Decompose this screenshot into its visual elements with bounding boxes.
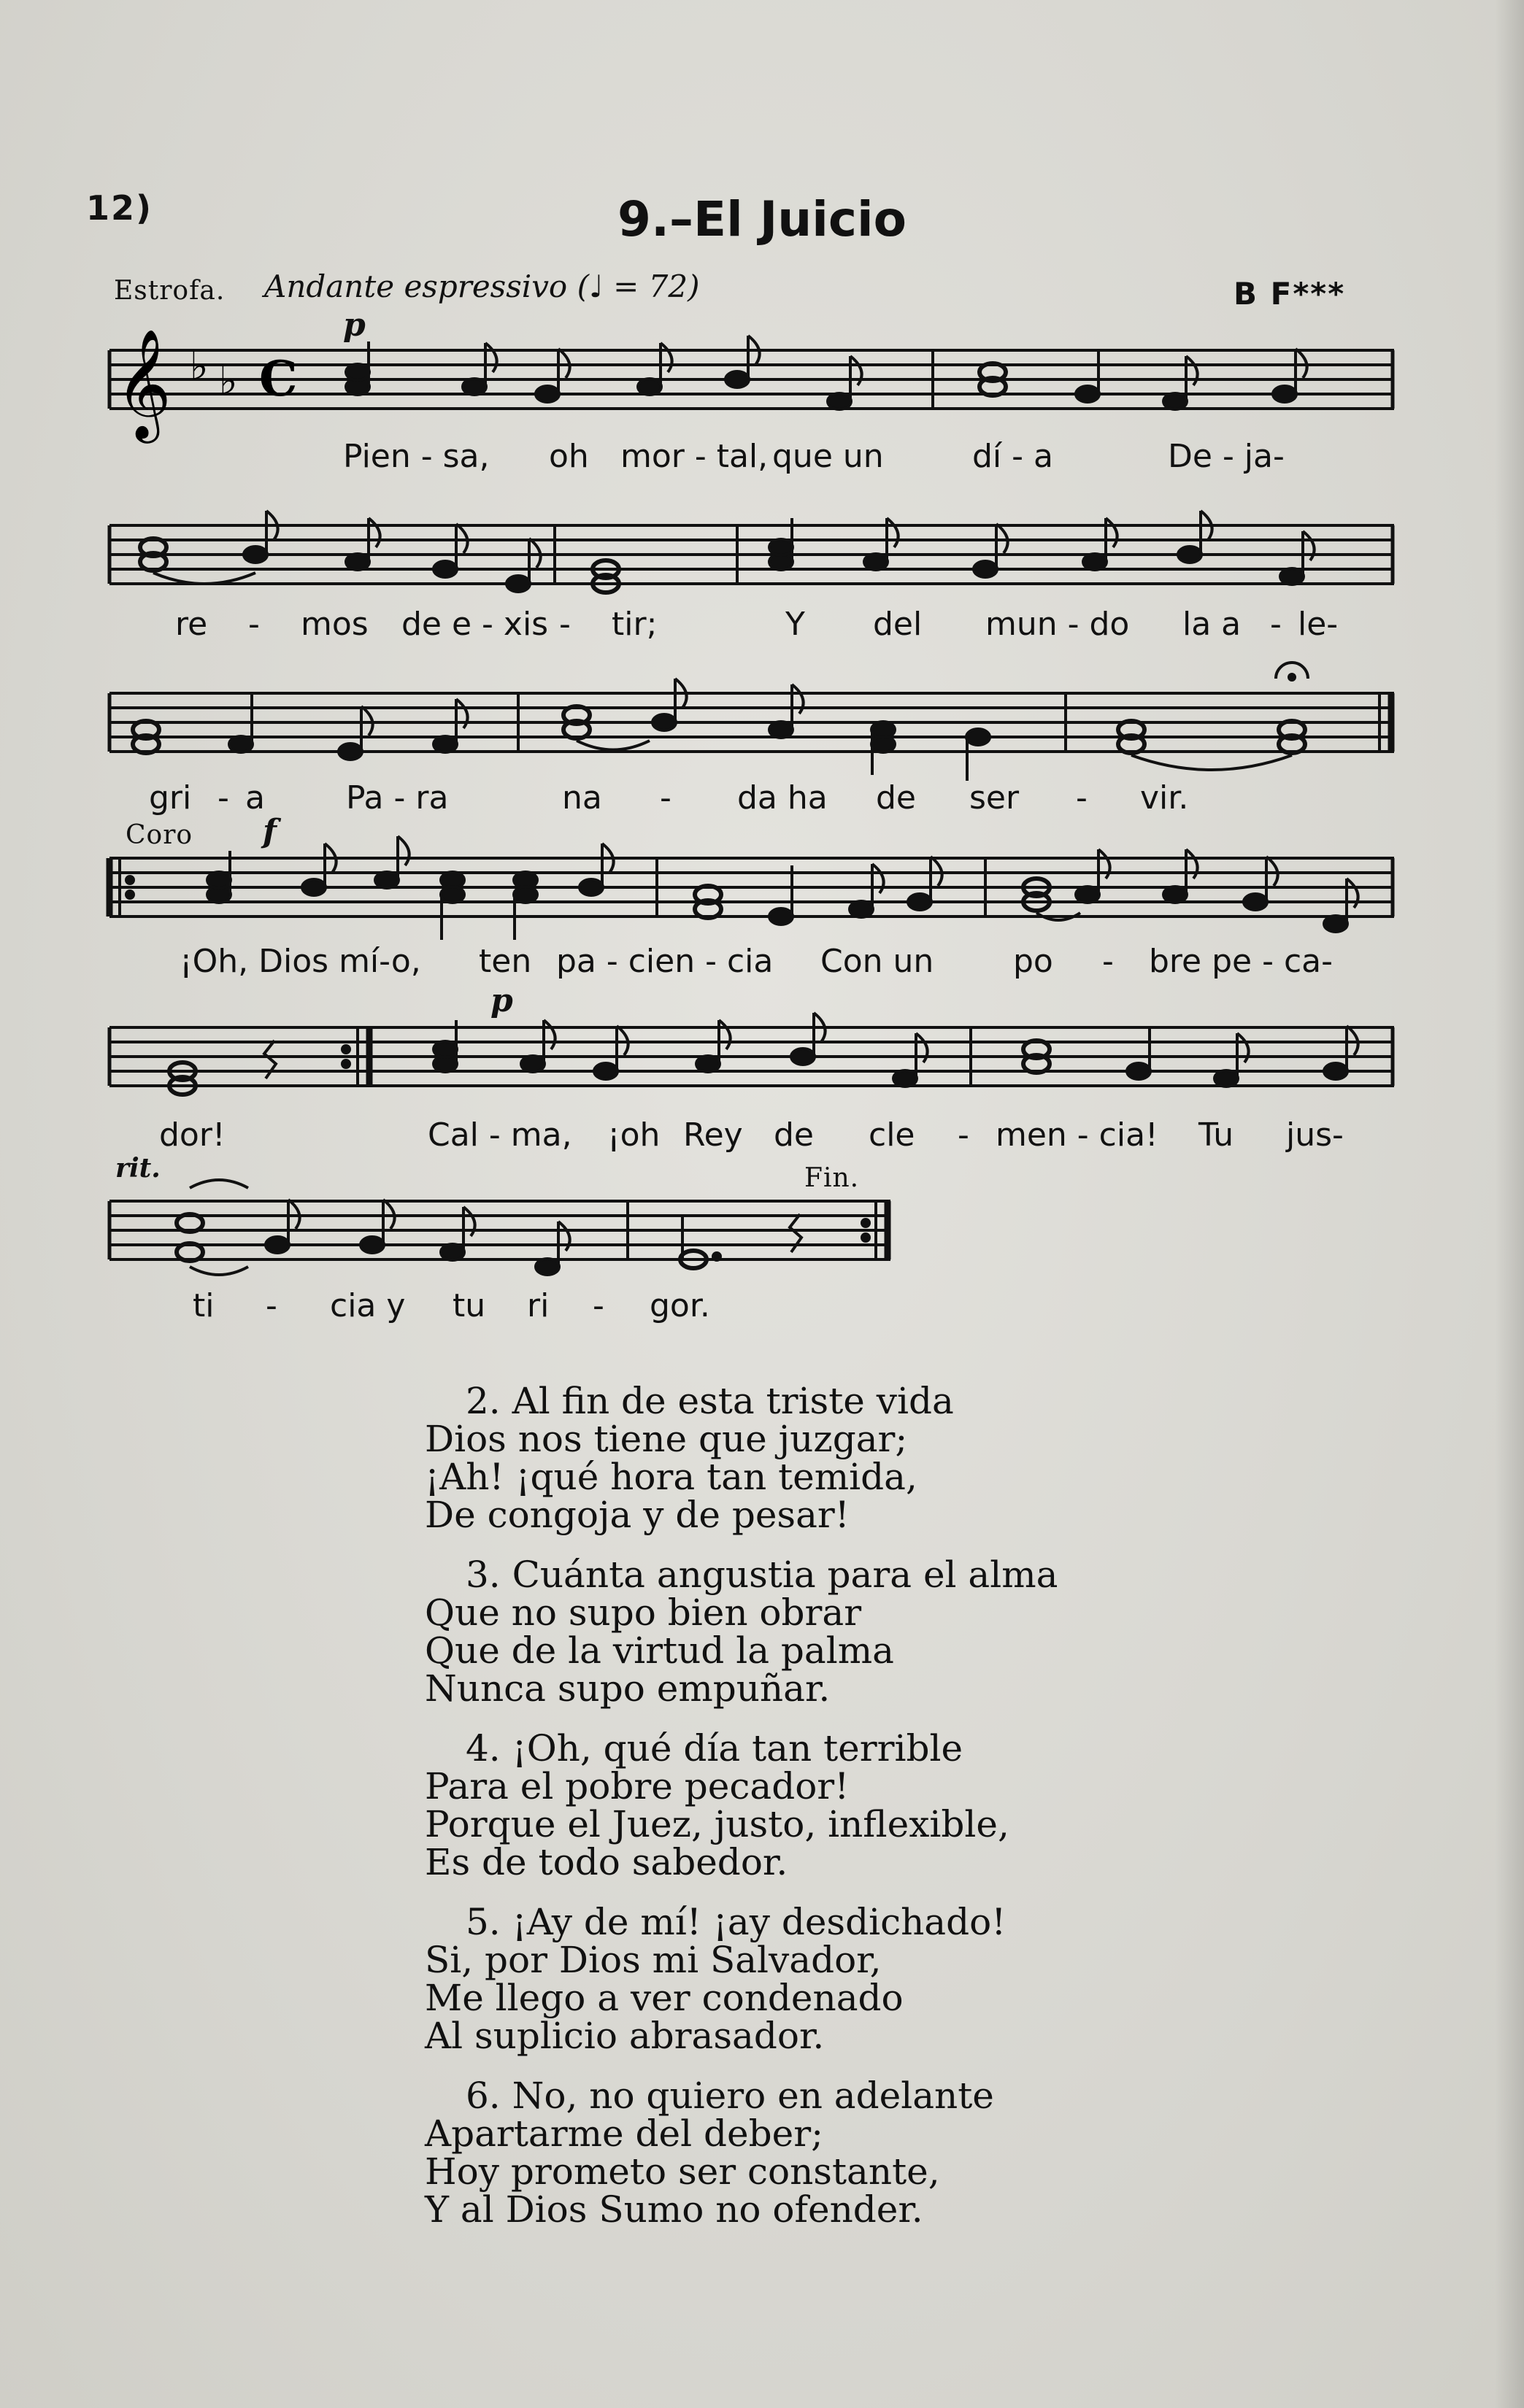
lyric-syllable: gri	[149, 779, 192, 817]
lyric-syllable: la a	[1182, 606, 1242, 643]
lyric-syllable: Con un	[820, 943, 934, 980]
stanza-4	[425, 1729, 1461, 1881]
lyrics-system-6	[0, 1287, 1524, 1331]
tempo-marking: Andante espressivo (♩ = 72)	[264, 269, 700, 304]
lyrics-system-5	[0, 1116, 1524, 1160]
staff-system-6	[109, 1194, 890, 1281]
stanza-line: 3. Cuánta angustia para el alma	[466, 1554, 1058, 1596]
stanza-3	[425, 1554, 1461, 1710]
lyric-syllable: ¡Oh, Dios mí-o,	[180, 943, 421, 980]
stanza-line: 4. ¡Oh, qué día tan terrible	[466, 1727, 963, 1770]
lyric-syllable: de e - xis	[401, 606, 549, 643]
lyric-syllable: men - cia!	[996, 1116, 1158, 1154]
dynamic-forte: f	[263, 813, 277, 850]
lyrics-system-4	[0, 943, 1524, 987]
lyric-syllable: a	[245, 779, 265, 817]
lyric-syllable: bre pe - ca-	[1149, 943, 1333, 980]
common-time-icon: C	[259, 350, 298, 407]
stanza-line: Me llego a ver condenado	[425, 1977, 904, 2019]
lyric-syllable: Pien - sa,	[343, 438, 490, 475]
stanza-line: Para el pobre pecador!	[425, 1765, 850, 1807]
lyric-syllable: Tu	[1198, 1116, 1234, 1154]
treble-clef-icon: 𝄞	[115, 328, 172, 439]
dynamic-piano-2: p	[490, 982, 513, 1019]
estrofa-label: Estrofa.	[114, 276, 226, 306]
lyric-syllable: De - ja-	[1168, 438, 1285, 475]
staff-system-4	[109, 851, 1394, 938]
stanza-line: Que de la virtud la palma	[425, 1629, 894, 1672]
lyric-syllable: ¡oh	[607, 1116, 661, 1154]
lyric-syllable: oh	[549, 438, 589, 475]
staff-system-3	[109, 686, 1394, 773]
lyric-syllable: -	[248, 606, 260, 643]
stanza-line: Que no supo bien obrar	[425, 1591, 862, 1634]
staff-system-1	[109, 328, 1394, 439]
lyric-syllable: ser	[969, 779, 1020, 817]
stanza-line: De congoja y de pesar!	[425, 1494, 850, 1536]
lyric-syllable: cia y	[330, 1287, 406, 1324]
lyric-syllable: -	[1270, 606, 1282, 643]
stanza-list	[425, 1382, 1461, 2250]
lyric-syllable: que un	[772, 438, 884, 475]
lyric-syllable: da ha	[737, 779, 828, 817]
dynamic-piano-1: p	[343, 306, 366, 344]
stanza-line: Apartarme del deber;	[425, 2112, 823, 2155]
stanza-line: Porque el Juez, justo, inflexible,	[425, 1803, 1009, 1845]
quarter-rest-icon	[264, 1041, 276, 1078]
stanza-2	[425, 1382, 1461, 1534]
flat-icon: ♭	[190, 343, 209, 389]
lyric-syllable: de	[876, 779, 916, 817]
lyric-syllable: -	[559, 606, 571, 643]
page-number: 12)	[86, 188, 153, 228]
stanza-line: Es de todo sabedor.	[425, 1841, 788, 1883]
lyric-syllable: de	[774, 1116, 814, 1154]
lyric-syllable: pa - cien - cia	[556, 943, 774, 980]
stanza-6	[425, 2075, 1461, 2231]
lyric-syllable: Y	[785, 606, 805, 643]
quarter-rest-icon	[790, 1214, 801, 1252]
lyric-syllable: -	[593, 1287, 604, 1324]
lyric-syllable: -	[660, 779, 671, 817]
stanza-line: 2. Al fin de esta triste vida	[466, 1380, 954, 1422]
stanza-5	[425, 1903, 1461, 2055]
lyric-syllable: mos	[301, 606, 369, 643]
lyric-syllable: -	[266, 1287, 277, 1324]
stanza-line: Nunca supo empuñar.	[425, 1667, 831, 1710]
lyric-syllable: jus-	[1286, 1116, 1344, 1154]
lyric-syllable: ti	[193, 1287, 215, 1324]
staff-system-5	[109, 1020, 1394, 1108]
stanza-line: 5. ¡Ay de mí! ¡ay desdichado!	[466, 1901, 1007, 1943]
lyric-syllable: re	[175, 606, 208, 643]
lyric-syllable: -	[218, 779, 229, 817]
stanza-line: Dios nos tiene que juzgar;	[425, 1418, 908, 1460]
ritardando-marking: rit.	[115, 1153, 161, 1184]
lyric-syllable: mor - tal,	[620, 438, 769, 475]
lyrics-system-3	[0, 779, 1524, 823]
lyric-syllable: tu	[453, 1287, 486, 1324]
lyric-syllable: gor.	[650, 1287, 710, 1324]
lyric-syllable: Rey	[683, 1116, 743, 1154]
lyric-syllable: tir;	[612, 606, 658, 643]
lyric-syllable: del	[873, 606, 923, 643]
lyric-syllable: mun - do	[985, 606, 1130, 643]
lyric-syllable: le-	[1298, 606, 1339, 643]
lyric-syllable: Cal - ma,	[428, 1116, 572, 1154]
page-edge-shadow	[1495, 0, 1524, 2408]
lyric-syllable: po	[1013, 943, 1053, 980]
stanza-line: Y al Dios Sumo no ofender.	[425, 2188, 923, 2231]
lyric-syllable: -	[958, 1116, 969, 1154]
lyric-syllable: vir.	[1140, 779, 1189, 817]
flat-icon: ♭	[219, 358, 238, 404]
fin-marking: Fin.	[804, 1163, 860, 1193]
lyric-syllable: na	[562, 779, 602, 817]
coro-label: Coro	[126, 820, 193, 850]
lyric-syllable: -	[1102, 943, 1114, 980]
lyric-syllable: cle	[869, 1116, 915, 1154]
lyrics-system-2	[0, 606, 1524, 649]
stanza-line: 6. No, no quiero en adelante	[466, 2075, 994, 2117]
lyric-syllable: Pa - ra	[346, 779, 449, 817]
lyric-syllable: -	[1076, 779, 1088, 817]
lyric-syllable: dor!	[159, 1116, 226, 1154]
lyrics-system-1	[0, 438, 1524, 482]
key-info: B F***	[1234, 276, 1346, 312]
stanza-line: Si, por Dios mi Salvador,	[425, 1939, 882, 1981]
stanza-line: ¡Ah! ¡qué hora tan temida,	[425, 1456, 917, 1498]
lyric-syllable: ten	[479, 943, 532, 980]
page-title: 9.–El Juicio	[617, 191, 907, 247]
stanza-line: Al suplicio abrasador.	[425, 2015, 825, 2057]
staff-system-2	[109, 518, 1394, 606]
lyric-syllable: dí - a	[972, 438, 1053, 475]
lyric-syllable: ri	[527, 1287, 550, 1324]
stanza-line: Hoy prometo ser constante,	[425, 2150, 940, 2193]
